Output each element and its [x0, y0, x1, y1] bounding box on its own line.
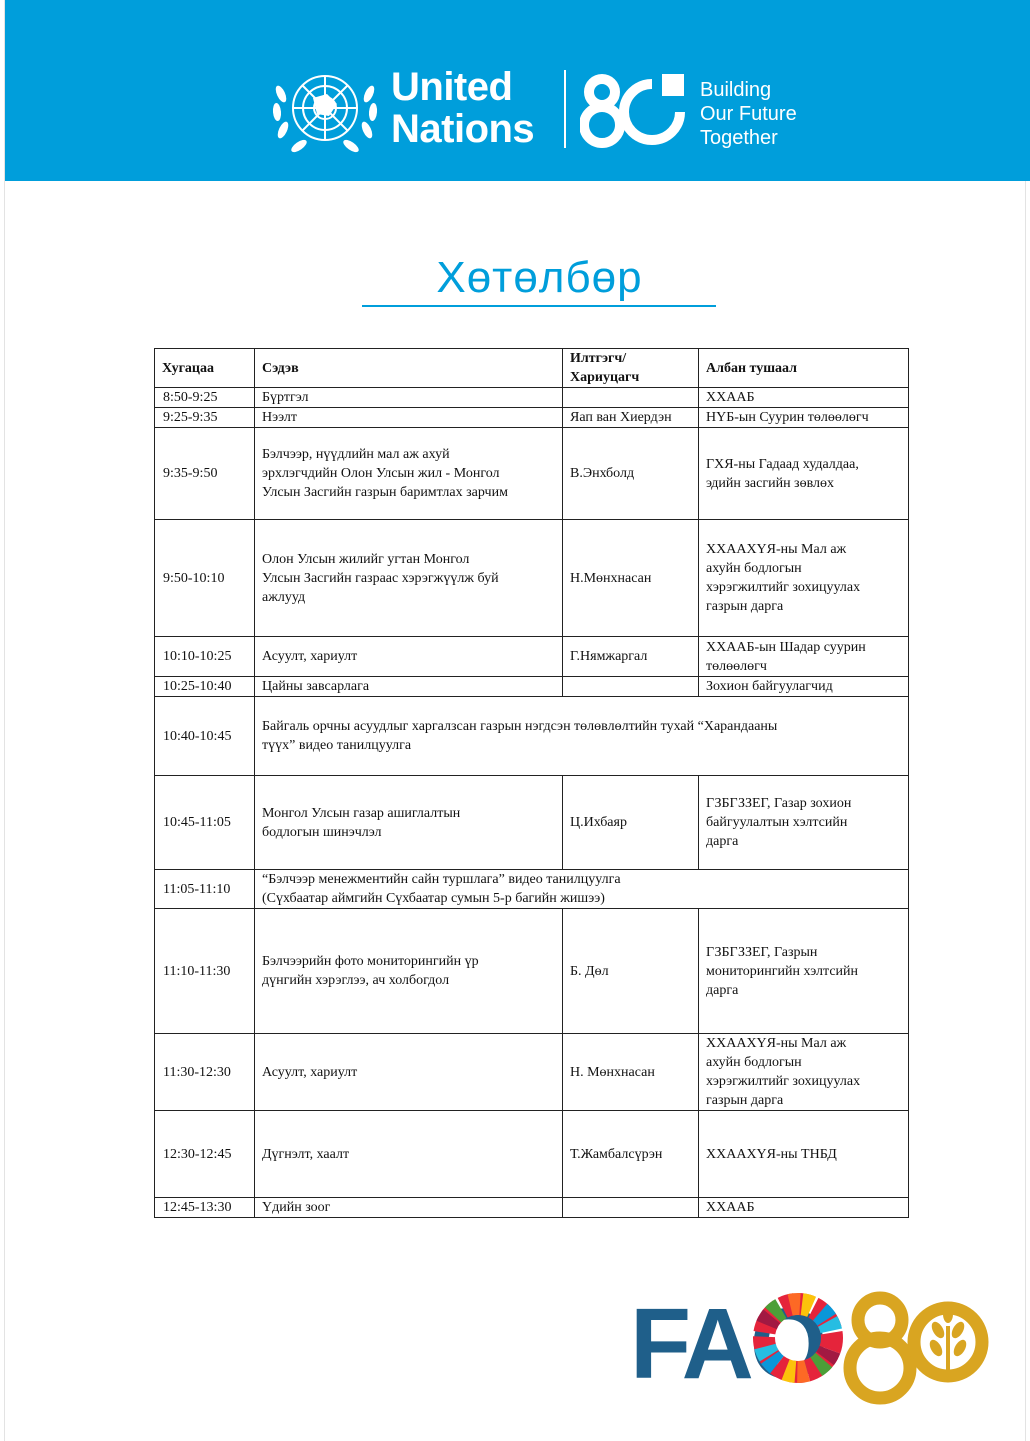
cell-session-full: [255, 870, 909, 909]
un-wordmark-line1: United: [391, 65, 513, 109]
page-title: Хөтөлбөр: [436, 253, 643, 302]
cell-position: ХХААБ: [699, 388, 909, 408]
cell-session-line: Байгаль орчны асуудлыг харгалзсан газрын нэгдсэн төлөвлөлтийн тухай “Харандааны: [262, 719, 778, 734]
table-header-row: [155, 349, 909, 388]
table-row: [155, 1111, 909, 1198]
table-row: [155, 677, 909, 697]
un-emblem-icon: [271, 64, 379, 156]
cell-topic-line: Улсын Засгийн газрын баримтлах зарчим: [262, 485, 508, 500]
cell-speaker: Яап ван Хиердэн: [563, 408, 699, 428]
cell-speaker: Н.Мөнхнасан: [563, 520, 699, 637]
cell-position-line: газрын дарга: [706, 1093, 784, 1108]
tagline: [700, 78, 797, 150]
cell-position-line: ахуйн бодлогын: [706, 561, 802, 576]
cell-topic-line: эрхлэгчдийн Олон Улсын жил - Монгол: [262, 466, 500, 481]
cell-time: 10:45-11:05: [155, 776, 255, 870]
cell-speaker: Т.Жамбалсүрэн: [563, 1111, 699, 1198]
cell-topic: Асуулт, хариулт: [255, 637, 563, 677]
cell-position: НҮБ-ын Суурин төлөөлөгч: [699, 408, 909, 428]
cell-position: [699, 428, 909, 520]
cell-position-line: газрын дарга: [706, 599, 784, 614]
cell-topic: Нээлт: [255, 408, 563, 428]
tagline-line1: Building: [700, 79, 772, 101]
table-row: [155, 697, 909, 776]
header-topic: Сэдэв: [255, 349, 563, 388]
header-speaker: [563, 349, 699, 388]
un80-logo-icon: [580, 70, 688, 150]
cell-time: 9:25-9:35: [155, 408, 255, 428]
cell-time: 11:10-11:30: [155, 909, 255, 1034]
header-speaker-line2: Хариуцагч: [570, 370, 640, 385]
cell-position-line: ГЗБГЗЗЕГ, Газар зохион: [706, 796, 852, 811]
cell-topic-line: Олон Улсын жилийг угтан Монгол: [262, 551, 470, 567]
cell-position: [699, 1034, 909, 1111]
cell-position-line: ХХААХҮЯ-ны Мал аж: [706, 542, 847, 557]
cell-time: 11:30-12:30: [155, 1034, 255, 1111]
cell-topic: [255, 520, 563, 637]
cell-speaker: Н. Мөнхнасан: [563, 1034, 699, 1111]
table-row: [155, 1034, 909, 1111]
cell-speaker: Б. Дөл: [563, 909, 699, 1034]
cell-speaker: [563, 388, 699, 408]
cell-position-line: мониторингийн хэлтсийн: [706, 963, 859, 979]
cell-position-line: ХХААБ-ын Шадар суурин: [706, 639, 866, 655]
cell-position-line: хэрэгжилтийг зохицуулах: [706, 1074, 861, 1089]
cell-position: ХХААБ: [699, 1198, 909, 1218]
table-row: [155, 520, 909, 637]
cell-topic: [255, 776, 563, 870]
cell-topic-line: Бэлчээрийн фото мониторингийн үр: [262, 954, 479, 969]
cell-topic: [255, 909, 563, 1034]
cell-topic-line: ажлууд: [262, 589, 306, 605]
cell-topic-line: Улсын Засгийн газраас хэрэгжүүлж буй: [262, 570, 499, 586]
table-row: [155, 1198, 909, 1218]
header-position: Албан тушаал: [699, 349, 909, 388]
cell-position-line: байгуулалтын хэлтсийн: [706, 815, 848, 830]
cell-position-line: хэрэгжилтийг зохицуулах: [706, 580, 861, 595]
cell-speaker: Г.Нямжаргал: [563, 637, 699, 677]
cell-time: 12:45-13:30: [155, 1198, 255, 1218]
cell-topic-line: Монгол Улсын газар ашиглалтын: [262, 805, 461, 821]
cell-time: 12:30-12:45: [155, 1111, 255, 1198]
cell-position: [699, 776, 909, 870]
cell-topic: Дүгнэлт, хаалт: [255, 1111, 563, 1198]
cell-topic: Асуулт, хариулт: [255, 1034, 563, 1111]
table-row: [155, 909, 909, 1034]
cell-position: ХХААХҮЯ-ны ТНБД: [699, 1111, 909, 1198]
un-wordmark: [391, 66, 534, 150]
fao80-logo-icon: [630, 1290, 990, 1410]
cell-topic: [255, 428, 563, 520]
cell-position: [699, 637, 909, 677]
cell-topic: Бүртгэл: [255, 388, 563, 408]
schedule-table: [154, 348, 909, 1218]
cell-speaker: [563, 1198, 699, 1218]
cell-position: [699, 520, 909, 637]
tagline-line2: Our Future: [700, 103, 797, 125]
cell-time: 10:10-10:25: [155, 637, 255, 677]
cell-topic-line: Бэлчээр, нүүдлийн мал аж ахуй: [262, 447, 450, 462]
cell-session-line: “Бэлчээр менежментийн сайн туршлага” видео танилцуулга: [262, 872, 621, 887]
cell-speaker: Ц.Ихбаяр: [563, 776, 699, 870]
table-row: [155, 776, 909, 870]
un-wordmark-line2: Nations: [391, 107, 535, 151]
cell-speaker: В.Энхболд: [563, 428, 699, 520]
cell-session-full: [255, 697, 909, 776]
cell-position: Зохион байгуулагчид: [699, 677, 909, 697]
cell-position-line: ахуйн бодлогын: [706, 1055, 802, 1070]
cell-session-line: (Сүхбаатар аймгийн Сүхбаатар сумын 5-р багийн жишээ): [262, 891, 605, 906]
table-row: [155, 637, 909, 677]
table-row: [155, 428, 909, 520]
cell-topic-line: дүнгийн хэрэглээ, ач холбогдол: [262, 973, 450, 988]
cell-time: 8:50-9:25: [155, 388, 255, 408]
cell-topic: Үдийн зоог: [255, 1198, 563, 1218]
cell-time: 9:35-9:50: [155, 428, 255, 520]
cell-topic-line: бодлогын шинэчлэл: [262, 824, 382, 840]
tagline-line3: Together: [700, 127, 778, 149]
cell-position-line: ГЗБГЗЗЕГ, Газрын: [706, 944, 818, 960]
cell-position-line: дарга: [706, 982, 739, 998]
cell-time: 11:05-11:10: [155, 870, 255, 909]
header-divider: [564, 70, 566, 148]
cell-session-line: түүх” видео танилцуулга: [262, 738, 412, 753]
cell-position-line: төлөөлөгч: [706, 658, 767, 674]
cell-position-line: эдийн засгийн зөвлөх: [706, 475, 835, 491]
cell-position-line: ГХЯ-ны Гадаад худалдаа,: [706, 456, 859, 472]
title-underline: [362, 305, 716, 307]
cell-position: [699, 909, 909, 1034]
svg-text:FAO: FAO: [630, 1290, 824, 1400]
cell-time: 10:25-10:40: [155, 677, 255, 697]
table-row: [155, 408, 909, 428]
cell-topic: Цайны завсарлага: [255, 677, 563, 697]
cell-speaker: [563, 677, 699, 697]
header-time: Хугацаа: [155, 349, 255, 388]
table-row: [155, 870, 909, 909]
header-speaker-line1: Илтгэгч/: [570, 351, 627, 366]
cell-position-line: дарга: [706, 834, 739, 849]
table-row: [155, 388, 909, 408]
cell-time: 9:50-10:10: [155, 520, 255, 637]
cell-time: 10:40-10:45: [155, 697, 255, 776]
cell-position-line: ХХААХҮЯ-ны Мал аж: [706, 1036, 847, 1051]
